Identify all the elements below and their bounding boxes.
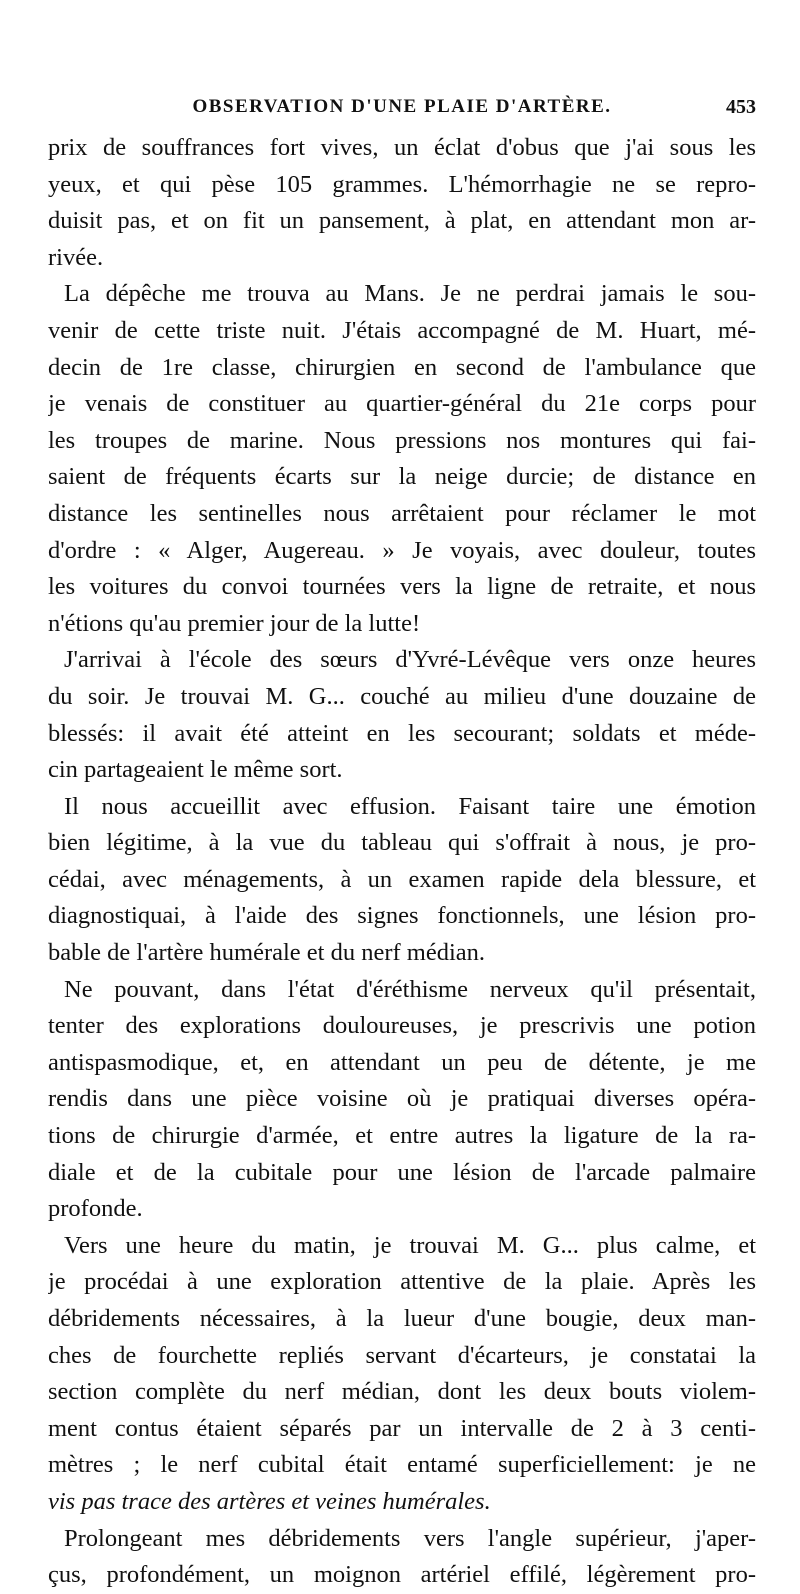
- text-line: prix de souffrances fort vives, un éclat d'obus que j'ai sous les: [48, 134, 756, 161]
- text-line: duisit pas, et on fit un pansement, à plat, en attendant mon ar-: [48, 207, 756, 235]
- text-line: saient de fréquents écarts sur la neige durcie; de distance en: [48, 463, 756, 491]
- text-line: n'étions qu'au premier jour de la lutte!: [48, 609, 421, 637]
- text-line: Vers une heure du matin, je trouvai M. G... plus calme, et: [64, 1231, 756, 1259]
- text-line: du soir. Je trouvai M. G... couché au milieu d'une douzaine de: [48, 682, 756, 710]
- text-line: cédai, avec ménagements, à un examen rapide dela blessure, et: [48, 865, 756, 893]
- text-line: section complète du nerf médian, dont les deux bouts violem-: [48, 1378, 756, 1406]
- text-line: J'arrivai à l'école des sœurs d'Yvré-Lévêque vers onze heures: [64, 646, 756, 674]
- text-line: tenter des explorations douloureuses, je prescrivis une potion: [48, 1012, 756, 1040]
- text-line: ches de fourchette repliés servant d'écarteurs, je constatai la: [48, 1341, 756, 1369]
- text-line: bable de l'artère humérale et du nerf médian.: [48, 939, 486, 967]
- running-head: [48, 96, 756, 126]
- text-line: vis pas trace des artères et veines humérales.: [48, 1487, 491, 1515]
- text-line: rivée.: [48, 243, 104, 271]
- text-line: Prolongeant mes débridements vers l'angle supérieur, j'aper-: [64, 1524, 756, 1552]
- text-line: je procédai à une exploration attentive de la plaie. Après les: [48, 1268, 756, 1296]
- text-line: Il nous accueillit avec effusion. Faisant taire une émotion: [64, 792, 756, 820]
- text-line: profonde.: [48, 1195, 143, 1223]
- text-line: rendis dans une pièce voisine où je pratiquai diverses opéra-: [48, 1085, 756, 1113]
- text-line: La dépêche me trouva au Mans. Je ne perdrai jamais le sou-: [64, 280, 756, 308]
- text-line: tions de chirurgie d'armée, et entre autres la ligature de la ra-: [48, 1122, 756, 1150]
- text-line: les voitures du convoi tournées vers la ligne de retraite, et nous: [48, 573, 756, 601]
- text-line: je venais de constituer au quartier-général du 21e corps pour: [48, 390, 756, 418]
- text-line: bien légitime, à la vue du tableau qui s'offrait à nous, je pro-: [48, 829, 756, 857]
- text-line: decin de 1re classe, chirurgien en second de l'ambulance que: [48, 353, 756, 381]
- text-line: çus, profondément, un moignon artériel effilé, légèrement pro-: [48, 1561, 756, 1589]
- running-title: OBSERVATION D'UNE PLAIE D'ARTÈRE.: [192, 96, 612, 117]
- body-text: [48, 130, 756, 1594]
- text-line: antispasmodique, et, en attendant un peu de détente, je me: [48, 1048, 756, 1076]
- text-line: ment contus étaient séparés par un intervalle de 2 à 3 centi-: [48, 1414, 756, 1442]
- text-line: débridements nécessaires, à la lueur d'une bougie, deux man-: [48, 1305, 756, 1332]
- text-line: diale et de la cubitale pour une lésion de l'arcade palmaire: [48, 1158, 756, 1186]
- page-number: 453: [726, 96, 756, 118]
- text-line: distance les sentinelles nous arrêtaient pour réclamer le mot: [48, 499, 756, 527]
- text-line: d'ordre : « Alger, Augereau. » Je voyais, avec douleur, toutes: [48, 536, 756, 564]
- text-line: venir de cette triste nuit. J'étais accompagné de M. Huart, mé-: [48, 316, 756, 344]
- text-line: yeux, et qui pèse 105 grammes. L'hémorrhagie ne se repro-: [48, 170, 756, 198]
- text-line: blessés: il avait été atteint en les secourant; soldats et méde-: [48, 719, 756, 747]
- text-line: Ne pouvant, dans l'état d'éréthisme nerveux qu'il présentait,: [64, 975, 756, 1003]
- text-line: les troupes de marine. Nous pressions nos montures qui fai-: [48, 426, 756, 454]
- text-line: cin partageaient le même sort.: [48, 756, 343, 784]
- text-line: diagnostiquai, à l'aide des signes fonctionnels, une lésion pro-: [48, 902, 756, 930]
- text-line: mètres ; le nerf cubital était entamé superficiellement: je ne: [48, 1451, 756, 1479]
